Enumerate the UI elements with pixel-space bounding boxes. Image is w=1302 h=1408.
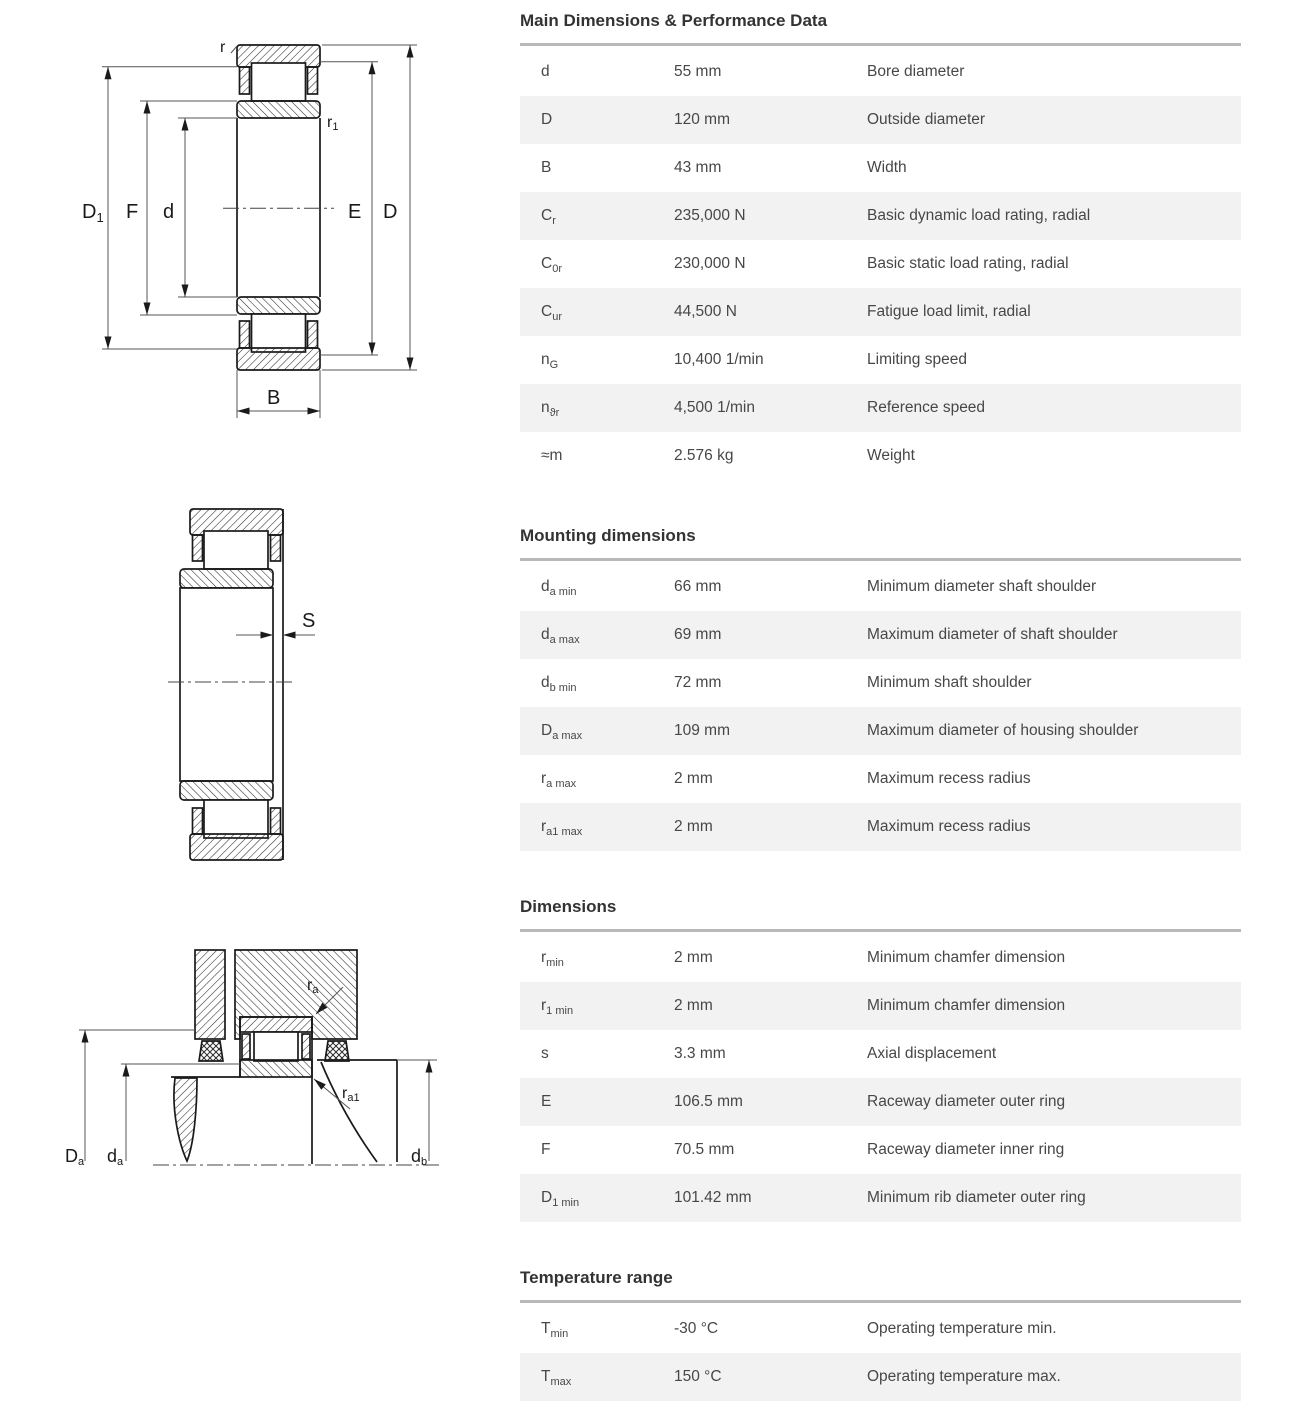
description-cell: Maximum diameter of housing shoulder bbox=[867, 722, 1139, 739]
description-cell: Basic dynamic load rating, radial bbox=[867, 207, 1091, 224]
section-divider bbox=[520, 43, 1241, 46]
value-cell: 2.576 kg bbox=[674, 447, 734, 464]
section-dimensions bbox=[520, 897, 1241, 1222]
label-D1: $D_1$ bbox=[82, 201, 104, 225]
symbol-cell: $d_{a max}$ bbox=[541, 626, 580, 647]
symbol-cell: $T_{max}$ bbox=[541, 1368, 572, 1389]
symbol-cell: s bbox=[541, 1045, 549, 1062]
symbol-cell: $n_G$ bbox=[541, 351, 559, 372]
symbol-cell: $d_{a min}$ bbox=[541, 578, 577, 599]
table-rows bbox=[520, 563, 1241, 851]
table-row bbox=[520, 1126, 1241, 1174]
description-cell: Bore diameter bbox=[867, 63, 965, 80]
value-cell: 10,400 1/min bbox=[674, 351, 764, 368]
table-row bbox=[520, 1078, 1241, 1126]
description-cell: Fatigue load limit, radial bbox=[867, 303, 1031, 320]
section-temperature-range bbox=[520, 1268, 1241, 1401]
symbol-cell: $r_{a max}$ bbox=[541, 770, 577, 791]
table-row bbox=[520, 144, 1241, 192]
label-ra: ra bbox=[307, 977, 319, 996]
description-cell: Maximum diameter of shaft shoulder bbox=[867, 626, 1118, 643]
label-r: r bbox=[220, 39, 226, 56]
description-cell: Outside diameter bbox=[867, 111, 986, 128]
table-row bbox=[520, 1174, 1241, 1222]
label-E: E bbox=[348, 201, 362, 223]
symbol-cell: $C_{ur}$ bbox=[541, 303, 562, 324]
label-F: F bbox=[126, 201, 139, 223]
section-title: Temperature range bbox=[520, 1268, 673, 1287]
axial-displacement-drawing bbox=[150, 498, 510, 883]
table-row bbox=[520, 982, 1241, 1030]
description-cell: Minimum rib diameter outer ring bbox=[867, 1189, 1086, 1206]
label-r1: r1 bbox=[327, 114, 339, 133]
symbol-cell: $n_{ϑr}$ bbox=[541, 399, 560, 420]
drawings-column bbox=[0, 0, 520, 1408]
value-cell: 4,500 1/min bbox=[674, 399, 755, 416]
section-divider bbox=[520, 1300, 1241, 1303]
label-ra1: ra1 bbox=[342, 1085, 360, 1104]
label-Da: Da bbox=[65, 1146, 85, 1168]
value-cell: 55 mm bbox=[674, 63, 722, 80]
table-row bbox=[520, 611, 1241, 659]
description-cell: Reference speed bbox=[867, 399, 986, 416]
description-cell: Raceway diameter inner ring bbox=[867, 1141, 1065, 1158]
value-cell: 44,500 N bbox=[674, 303, 737, 320]
section-divider bbox=[520, 558, 1241, 561]
symbol-cell: $T_{min}$ bbox=[541, 1320, 569, 1341]
symbol-cell: d bbox=[541, 63, 550, 80]
label-S: S bbox=[302, 610, 316, 632]
label-D: D bbox=[383, 201, 398, 223]
label-da: da bbox=[107, 1146, 124, 1168]
table-row bbox=[520, 707, 1241, 755]
section-main-dimensions bbox=[520, 11, 1241, 480]
symbol-cell: $D_{1 min}$ bbox=[541, 1189, 580, 1210]
value-cell: 2 mm bbox=[674, 818, 713, 835]
section-mounting-dimensions bbox=[520, 526, 1241, 851]
section-title: Mounting dimensions bbox=[520, 526, 696, 545]
table-row bbox=[520, 240, 1241, 288]
mounting-dimensions-drawing bbox=[45, 935, 480, 1270]
value-cell: 109 mm bbox=[674, 722, 730, 739]
table-row bbox=[520, 659, 1241, 707]
symbol-cell: $C_r$ bbox=[541, 207, 556, 228]
table-row bbox=[520, 563, 1241, 611]
symbol-cell: B bbox=[541, 159, 552, 176]
description-cell: Basic static load rating, radial bbox=[867, 255, 1069, 272]
value-cell: 106.5 mm bbox=[674, 1093, 743, 1110]
table-row bbox=[520, 1305, 1241, 1353]
value-cell: 66 mm bbox=[674, 578, 722, 595]
table-row bbox=[520, 1353, 1241, 1401]
value-cell: 3.3 mm bbox=[674, 1045, 726, 1062]
symbol-cell: D bbox=[541, 111, 553, 128]
value-cell: 2 mm bbox=[674, 949, 713, 966]
label-B: B bbox=[267, 387, 281, 409]
value-cell: 235,000 N bbox=[674, 207, 746, 224]
value-cell: 72 mm bbox=[674, 674, 722, 691]
description-cell: Maximum recess radius bbox=[867, 818, 1031, 835]
symbol-cell: E bbox=[541, 1093, 552, 1110]
section-divider bbox=[520, 929, 1241, 932]
description-cell: Width bbox=[867, 159, 907, 176]
description-cell: Minimum chamfer dimension bbox=[867, 997, 1066, 1014]
table-row bbox=[520, 803, 1241, 851]
table-row bbox=[520, 1030, 1241, 1078]
symbol-cell: $C_{0r}$ bbox=[541, 255, 562, 276]
table-rows bbox=[520, 1305, 1241, 1401]
table-row bbox=[520, 96, 1241, 144]
symbol-cell: ≈m bbox=[541, 447, 563, 464]
table-rows bbox=[520, 934, 1241, 1222]
table-row bbox=[520, 192, 1241, 240]
description-cell: Operating temperature min. bbox=[867, 1320, 1057, 1337]
label-d: d bbox=[163, 201, 175, 223]
description-cell: Minimum shaft shoulder bbox=[867, 674, 1032, 691]
value-cell: 69 mm bbox=[674, 626, 722, 643]
table-row bbox=[520, 934, 1241, 982]
symbol-cell: $d_{b min}$ bbox=[541, 674, 577, 695]
symbol-cell: $r_{min}$ bbox=[541, 949, 564, 970]
table-row bbox=[520, 384, 1241, 432]
value-cell: 70.5 mm bbox=[674, 1141, 735, 1158]
table-row bbox=[520, 336, 1241, 384]
section-title: Main Dimensions & Performance Data bbox=[520, 11, 828, 30]
table-rows bbox=[520, 48, 1241, 480]
table-row bbox=[520, 432, 1241, 480]
value-cell: -30 °C bbox=[674, 1320, 719, 1337]
description-cell: Operating temperature max. bbox=[867, 1368, 1061, 1385]
description-cell: Limiting speed bbox=[867, 351, 967, 368]
value-cell: 2 mm bbox=[674, 997, 713, 1014]
table-row bbox=[520, 48, 1241, 96]
description-cell: Maximum recess radius bbox=[867, 770, 1031, 787]
label-db: db bbox=[411, 1146, 428, 1168]
description-cell: Axial displacement bbox=[867, 1045, 997, 1062]
section-title: Dimensions bbox=[520, 897, 617, 916]
symbol-cell: F bbox=[541, 1141, 551, 1158]
symbol-cell: $r_{1 min}$ bbox=[541, 997, 574, 1018]
data-tables-column bbox=[520, 11, 1241, 1401]
value-cell: 43 mm bbox=[674, 159, 722, 176]
bearing-cross-section-drawing bbox=[60, 26, 490, 431]
symbol-cell: $r_{a1 max}$ bbox=[541, 818, 583, 839]
description-cell: Minimum chamfer dimension bbox=[867, 949, 1066, 966]
value-cell: 2 mm bbox=[674, 770, 713, 787]
description-cell: Raceway diameter outer ring bbox=[867, 1093, 1066, 1110]
value-cell: 120 mm bbox=[674, 111, 730, 128]
table-row bbox=[520, 755, 1241, 803]
value-cell: 150 °C bbox=[674, 1368, 722, 1385]
value-cell: 230,000 N bbox=[674, 255, 746, 272]
value-cell: 101.42 mm bbox=[674, 1189, 752, 1206]
description-cell: Minimum diameter shaft shoulder bbox=[867, 578, 1097, 595]
description-cell: Weight bbox=[867, 447, 915, 464]
table-row bbox=[520, 288, 1241, 336]
symbol-cell: $D_{a max}$ bbox=[541, 722, 583, 743]
